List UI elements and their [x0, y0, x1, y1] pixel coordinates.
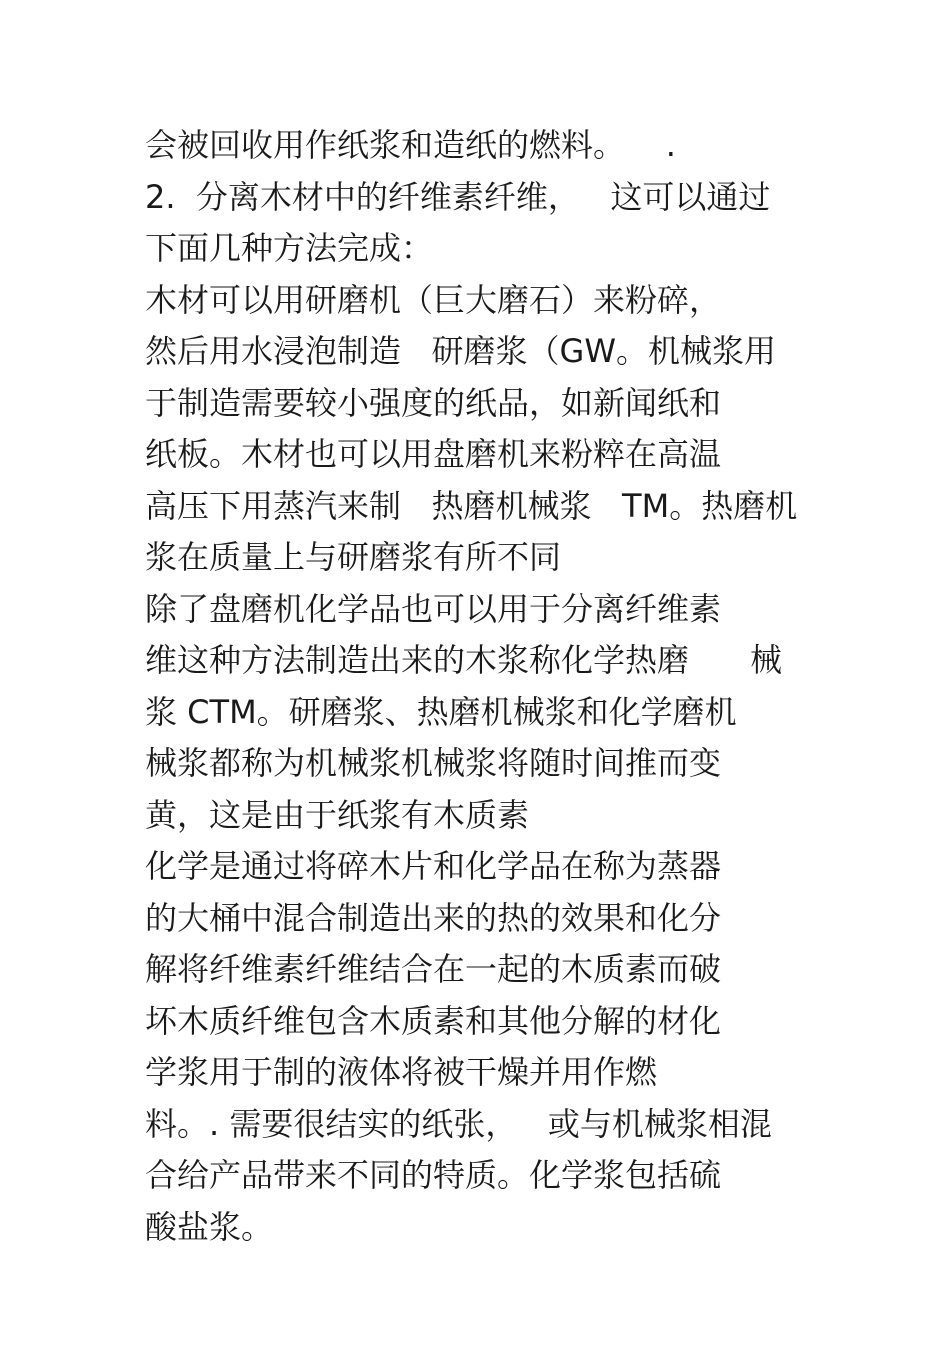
text-line: 下面几种方法完成：	[145, 229, 434, 267]
text-line: 料。. 需要很结实的纸张， 或与机械浆相混	[145, 1104, 772, 1143]
text-line: 的大桶中混合制造出来的热的效果和化分	[145, 898, 722, 937]
text-line: 械浆都称为机械浆机械浆将随时间推而变	[145, 744, 722, 782]
text-line: 高压下用蒸汽来制 热磨机械浆 TM。热磨机	[145, 486, 798, 525]
text-line: 合给产品带来不同的特质。化学浆包括硫	[145, 1156, 722, 1194]
text-line: 学浆用于制的液体将被干燥并用作燃	[145, 1053, 658, 1091]
text-line: 酸盐浆。	[145, 1207, 274, 1246]
text-line: 会被回收用作纸浆和造纸的燃料。 .	[145, 126, 676, 164]
text-line: 木材可以用研磨机（巨大磨石）来粉碎，	[145, 280, 722, 319]
text-line: 解将纤维素纤维结合在一起的木质素而破	[145, 950, 722, 988]
text-line: 于制造需要较小强度的纸品，如新闻纸和	[145, 383, 722, 422]
text-line: 浆在质量上与研磨浆有所不同	[145, 538, 562, 576]
text-line: 除了盘磨机化学品也可以用于分离纤维素	[145, 589, 722, 628]
text-line: 化学是通过将碎木片和化学品在称为蒸器	[145, 847, 722, 885]
text-line: 浆 CTM。研磨浆、热磨机械浆和化学磨机	[145, 692, 737, 731]
text-line: 黄，这是由于纸浆有木质素	[145, 795, 530, 834]
text-line: 纸板。木材也可以用盘磨机来粉粹在高温	[145, 435, 722, 473]
text-line: 维这种方法制造出来的木浆称化学热磨 械	[145, 641, 783, 679]
text-line: 坏木质纤维包含木质素和其他分解的材化	[145, 1001, 722, 1040]
text-line: 然后用水浸泡制造 研磨浆（GW。机械浆用	[145, 332, 776, 370]
body-text	[145, 120, 815, 1253]
text-line: 2. 分离木材中的纤维素纤维， 这可以通过	[145, 177, 771, 216]
